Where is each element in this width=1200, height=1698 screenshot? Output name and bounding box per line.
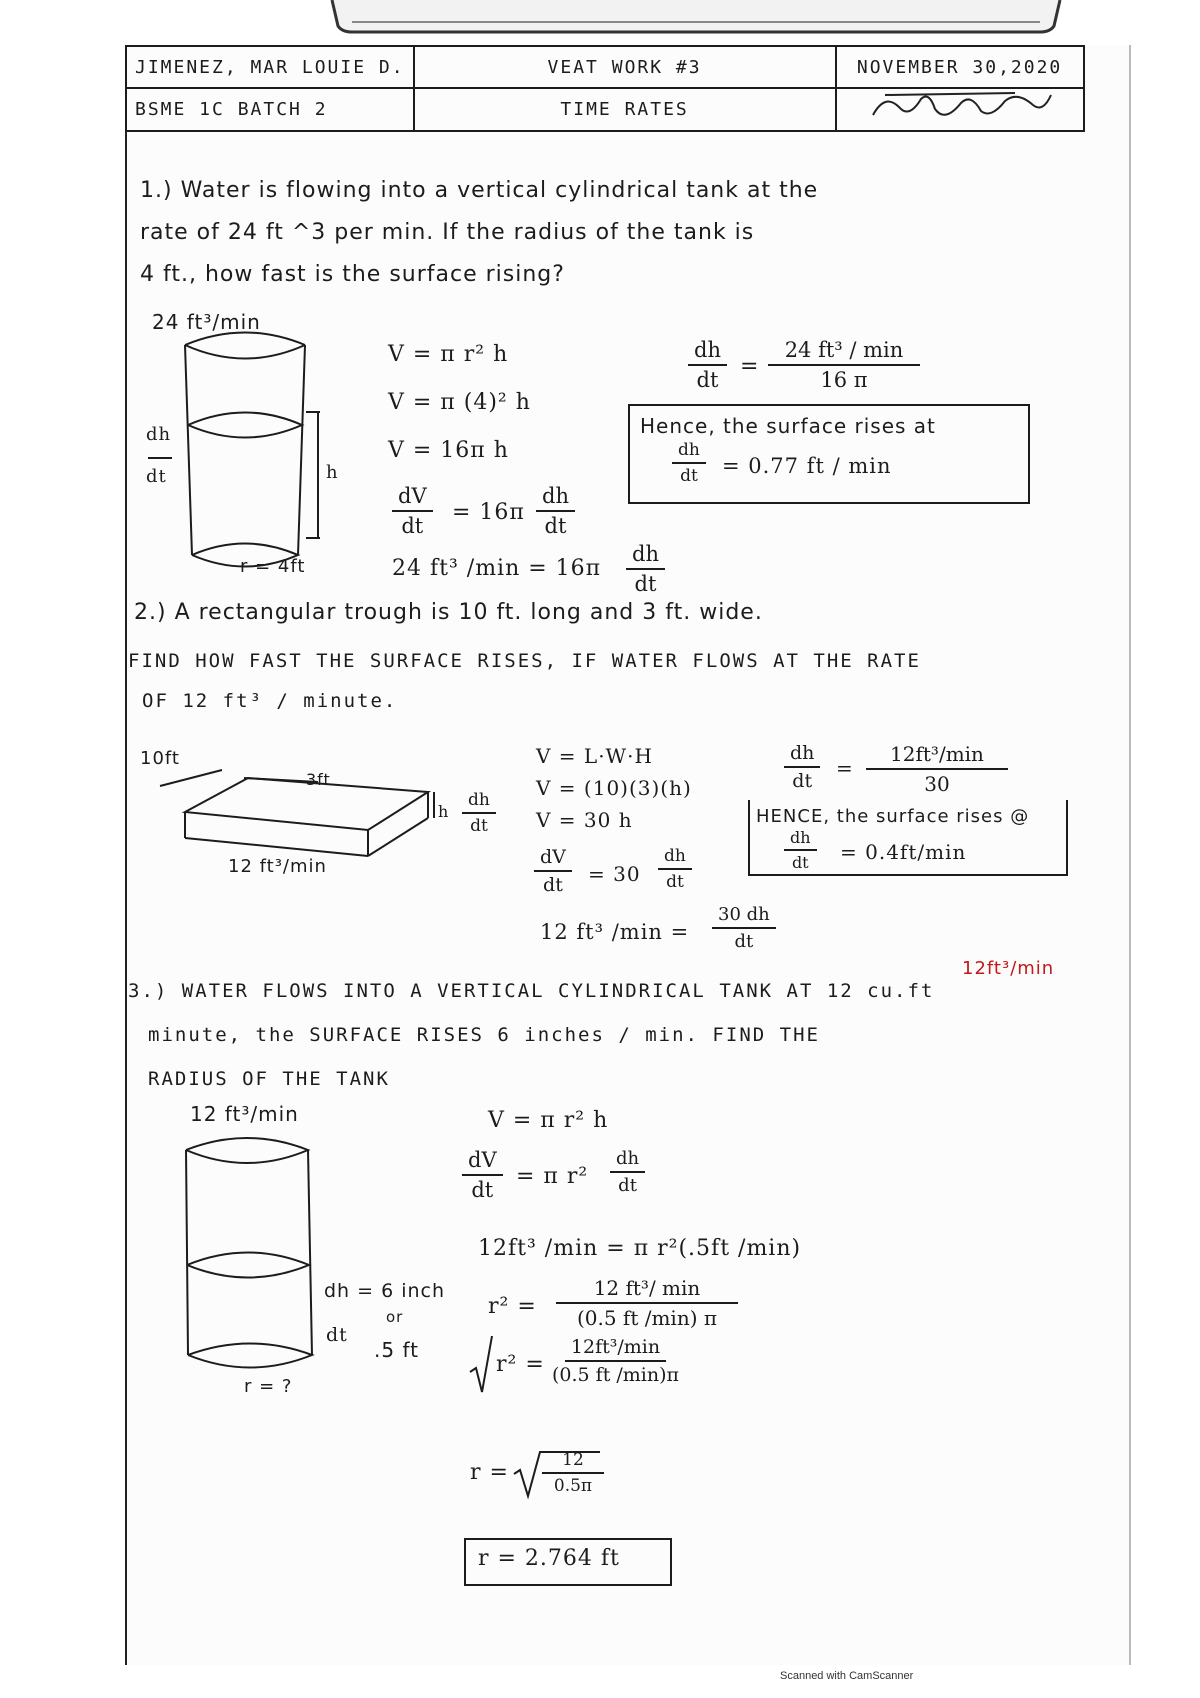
p3-margin-note: 12ft³/min — [962, 958, 1055, 979]
p2-result-num: 12ft³/min — [866, 742, 1008, 770]
p3-or-label: or — [386, 1308, 404, 1326]
p3-statement-line-2: minute, the SURFACE RISES 6 inches / min. FIND THE — [148, 1024, 820, 1046]
date: NOVEMBER 30,2020 — [836, 46, 1084, 88]
p3-answer: r = 2.764 ft — [478, 1546, 620, 1571]
p2-length-label: 10ft — [140, 748, 180, 769]
p2-width-label: 3ft — [306, 770, 331, 789]
worksheet-title: VEAT WORK #3 — [414, 46, 836, 88]
student-name: JIMENEZ, MAR LOUIE D. — [126, 46, 414, 88]
p3-step-6-frac — [542, 1450, 604, 1496]
p1-substitution: 24 ft³ /min = 16π — [392, 556, 602, 581]
p2-answer-dh: dh — [784, 828, 817, 851]
p1-step-2: V = π (4)² h — [388, 390, 531, 415]
topic-title: TIME RATES — [414, 88, 836, 131]
p2-result-den: 30 — [924, 772, 950, 796]
p3-step-2-rhs: = π r² — [516, 1164, 589, 1189]
p3-dt-label: dt — [326, 1324, 348, 1346]
p3-step-5-num: 12ft³/min — [565, 1336, 666, 1362]
p1-flow-label: 24 ft³/min — [152, 310, 261, 334]
p1-result-dt: dt — [696, 368, 719, 392]
p2-result-equals: = — [836, 756, 854, 780]
p1-dt-2: dt — [544, 514, 567, 538]
p3-dt: dt — [471, 1178, 494, 1202]
p3-r-squared-2: r² = — [496, 1352, 545, 1377]
p2-flow-label: 12 ft³/min — [228, 856, 327, 877]
p1-answer-line-2: = 0.77 ft / min — [722, 454, 892, 478]
p3-r-squared-1: r² = — [488, 1294, 537, 1319]
p1-rhs: = 16π — [452, 500, 525, 525]
p2-answer-line-2: = 0.4ft/min — [840, 840, 967, 864]
p3-statement-line-1: 3.) WATER FLOWS INTO A VERTICAL CYLINDRICAL TANK AT 12 cu.ft — [128, 980, 935, 1002]
p1-dt: dt — [401, 514, 424, 538]
p1-radius-label: r = 4ft — [240, 556, 306, 577]
p1-dh: dh — [536, 484, 575, 512]
p1-height-label: h — [326, 462, 339, 483]
p2-statement-line-1: 2.) A rectangular trough is 10 ft. long and 3 ft. wide. — [134, 600, 763, 625]
p3-step-4-num: 12 ft³/ min — [556, 1276, 738, 1304]
p2-diagram-dh: dh — [462, 790, 496, 814]
p3-step-6-num: 12 — [542, 1450, 604, 1474]
p1-subst-dt: dt — [634, 572, 657, 596]
p1-result-equals: = — [740, 354, 760, 379]
p2-substitution: 12 ft³ /min = — [540, 920, 690, 944]
p1-step-1: V = π r² h — [388, 342, 509, 367]
p2-dh: dh — [658, 846, 692, 870]
p2-result-dh: dh — [784, 742, 820, 768]
p1-result-den: 16 π — [820, 368, 868, 392]
scanner-watermark: Scanned with CamScanner — [780, 1670, 914, 1682]
p2-diagram-dt: dt — [470, 816, 488, 836]
p3-r-equals: r = — [470, 1460, 509, 1485]
p2-step-1: V = L·W·H — [536, 744, 653, 768]
p3-dv: dV — [462, 1148, 503, 1176]
p1-dh-label: dh — [146, 424, 172, 445]
p2-dt: dt — [543, 874, 563, 896]
p1-statement-line-3: 4 ft., how fast is the surface rising? — [140, 262, 565, 287]
p2-dv: dV — [534, 846, 572, 872]
p3-dt-2: dt — [618, 1175, 637, 1196]
p3-dh: dh — [610, 1148, 645, 1173]
p1-dt-label: dt — [146, 466, 167, 487]
p2-result-dt: dt — [792, 770, 813, 792]
p3-step-3: 12ft³ /min = π r²(.5ft /min) — [478, 1236, 802, 1261]
p2-rhs: = 30 — [588, 862, 641, 886]
p2-answer-line-1: HENCE, the surface rises @ — [756, 806, 1030, 827]
p3-dh-label: dh = 6 inch — [324, 1280, 446, 1302]
p1-subst-dh: dh — [626, 542, 665, 570]
p2-statement-line-3: OF 12 ft³ / minute. — [142, 690, 398, 712]
p3-step-1: V = π r² h — [488, 1108, 609, 1133]
p1-dv: dV — [392, 484, 433, 512]
p1-answer-dh: dh — [672, 440, 706, 464]
p1-statement-line-2: rate of 24 ft ^3 per min. If the radius of the tank is — [140, 220, 755, 245]
p3-statement-line-3: RADIUS OF THE TANK — [148, 1068, 390, 1090]
p3-step-6-den: 0.5π — [553, 1476, 593, 1496]
p2-statement-line-2: FIND HOW FAST THE SURFACE RISES, IF WATER FLOWS AT THE RATE — [128, 650, 921, 672]
p1-answer-line-1: Hence, the surface rises at — [640, 414, 936, 438]
p2-height-label: h — [438, 802, 450, 821]
p1-result-dh: dh — [688, 338, 727, 366]
p2-step-2: V = (10)(3)(h) — [536, 776, 692, 800]
p1-answer-dt: dt — [680, 466, 698, 486]
p2-step-3: V = 30 h — [536, 808, 633, 832]
p3-alt-label: .5 ft — [374, 1338, 419, 1362]
p3-radius-label: r = ? — [244, 1376, 293, 1397]
section: BSME 1C BATCH 2 — [126, 88, 414, 131]
p3-step-5-den: (0.5 ft /min)π — [552, 1364, 680, 1386]
p1-statement-line-1: 1.) Water is flowing into a vertical cylindrical tank at the — [140, 178, 819, 203]
p2-subst-num: 30 dh — [712, 904, 776, 929]
p2-dt-2: dt — [666, 872, 684, 892]
p3-step-4-den: (0.5 ft /min) π — [576, 1306, 718, 1330]
p2-answer-dt: dt — [791, 853, 809, 872]
p1-step-3: V = 16π h — [388, 438, 509, 463]
p2-subst-den: dt — [734, 931, 754, 952]
p1-result-num: 24 ft³ / min — [768, 338, 920, 366]
p3-flow-label: 12 ft³/min — [190, 1102, 299, 1126]
